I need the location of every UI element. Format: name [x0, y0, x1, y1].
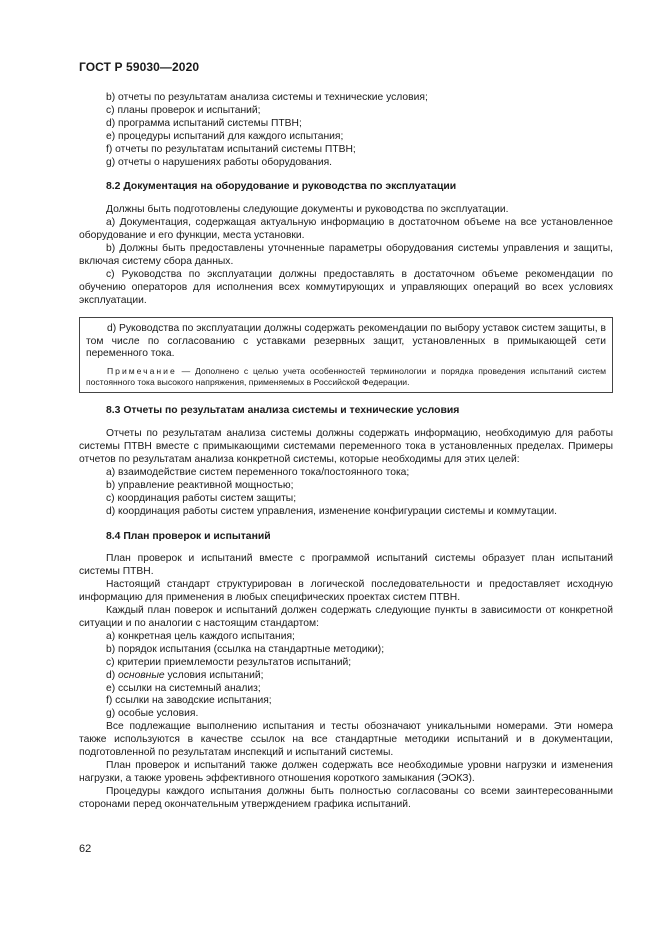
- paragraph: План проверок и испытаний также должен содержать все необходимые уровни нагрузки и изменения нагрузки, а также уровень эффективного отношения короткого замыкания (ЭОКЗ).: [79, 759, 613, 784]
- paragraph: a) Документация, содержащая актуальную информацию в достаточном объеме на все установленное оборудование и его функции, места установки.: [79, 217, 613, 242]
- paragraph: d) Руководства по эксплуатации должны содержать рекомендации по выбору уставок систем защиты, в том числе по согласованию с уставками резервных защит, установленных в примыкающей сети переменного тока.: [86, 322, 606, 360]
- list-item: f) ссылки на заводские испытания;: [106, 695, 272, 707]
- list-item: c) координация работы систем защиты;: [106, 492, 297, 504]
- list-item: e) ссылки на системный анализ;: [106, 682, 261, 694]
- paragraph: Каждый план поверок и испытаний должен содержать следующие пункты в зависимости от конкретной ситуации и по аналогии с настоящим стандартом:: [79, 605, 613, 629]
- list-item: g) отчеты о нарушениях работы оборудования.: [106, 156, 333, 168]
- emphasis: основные: [118, 669, 165, 681]
- paragraph: Отчеты по результатам анализа системы должны содержать информацию, необходимую для работы системы ПТВН вместе с примыкающими системами переменного тока в установленных пределах. Примеры отчетов по результатам анализа конкретной системы, которые необходимы для этих целей:: [79, 428, 613, 466]
- documents-list: [79, 92, 613, 169]
- list-item: b) порядок испытания (ссылка на стандартные методики);: [106, 643, 385, 655]
- page-number: 62: [79, 843, 92, 855]
- paragraph: План проверок и испытаний вместе с программой испытаний системы образует план испытаний системы ПТВН.: [79, 553, 613, 578]
- list-item: c) планы проверок и испытаний;: [106, 104, 261, 116]
- note: [86, 366, 606, 388]
- note-label: Примечание: [107, 366, 177, 377]
- paragraph: Все подлежащие выполнению испытания и тесты обозначают уникальными номерами. Эти номера также используются в качестве ссылок на все стандартные методики испытаний и в документации, подготовленной по результатам инспекций и испытаний системы.: [79, 721, 613, 759]
- amendment-box: [79, 317, 613, 394]
- running-header: ГОСТ Р 59030—2020: [79, 60, 200, 74]
- paragraph: Должны быть подготовлены следующие документы и руководства по эксплуатации.: [106, 204, 509, 216]
- list-item-suffix: условия испытаний;: [164, 669, 264, 681]
- list-item: [106, 670, 613, 683]
- section-heading-8-3: 8.3 Отчеты по результатам анализа системы и технические условия: [106, 405, 460, 417]
- list-item: b) управление реактивной мощностью;: [106, 479, 294, 491]
- section-heading-8-4: 8.4 План проверок и испытаний: [106, 530, 271, 542]
- paragraph: c) Руководства по эксплуатации должны предоставлять в достаточном объеме рекомендации по обучению операторов для исполнения всех коммутирующих и управляющих операций во всех условиях эксплуатации.: [79, 268, 613, 306]
- list-item-prefix: d): [106, 669, 119, 681]
- list-item: a) взаимодействие систем переменного тока/постоянного тока;: [106, 466, 410, 478]
- list-item: a) конкретная цель каждого испытания;: [106, 630, 295, 642]
- list-item: d) программа испытаний системы ПТВН;: [106, 117, 302, 129]
- list-item: c) критерии приемлемости результатов испытаний;: [106, 656, 352, 668]
- section-heading-8-2: 8.2 Документация на оборудование и руководства по эксплуатации: [106, 181, 457, 193]
- paragraph: b) Должны быть предоставлены уточненные параметры оборудования системы управления и защиты, включая систему сбора данных.: [79, 243, 613, 267]
- list-item: e) процедуры испытаний для каждого испытания;: [106, 130, 344, 142]
- paragraph: Настоящий стандарт структурирован в логической последовательности и предоставляет исходную информацию для применения в любых специфических проектах систем ПТВН.: [79, 579, 613, 604]
- paragraph: Процедуры каждого испытания должны быть полностью согласованы со всеми заинтересованными сторонами перед окончательным утверждением графика испытаний.: [79, 785, 613, 810]
- page-body: [79, 92, 613, 812]
- list-item: d) координация работы систем управления, изменение конфигурации системы и коммутации.: [106, 505, 558, 517]
- note-text: — Дополнено с целью учета особенностей терминологии и порядка проведения испытаний систем постоянного тока высокого напряжения, применяемых в Российской Федерации.: [86, 366, 606, 388]
- list-item: g) особые условия.: [106, 708, 199, 720]
- list-item: f) отчеты по результатам испытаний системы ПТВН;: [106, 143, 356, 155]
- list-item: b) отчеты по результатам анализа системы и технические условия;: [106, 92, 428, 103]
